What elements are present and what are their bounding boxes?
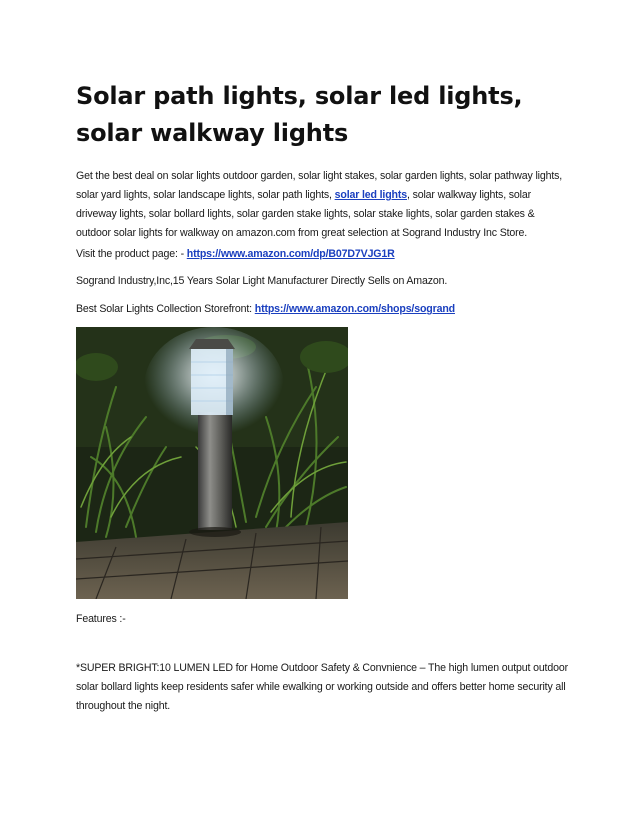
solar-led-lights-link[interactable]: solar led lights (334, 189, 407, 201)
visit-paragraph (76, 245, 568, 264)
feature-item-1: *SUPER BRIGHT:10 LUMEN LED for Home Outdoor Safety & Convnience – The high lumen output outdoor solar bollard lights keep residents safer while ewalking or working outside and offers better home security all throughout the night. (76, 662, 568, 712)
intro-paragraph (76, 167, 568, 243)
product-photo (76, 327, 348, 599)
page-title: Solar path lights, solar led lights, solar walkway lights (76, 82, 523, 147)
intro-text-before: Get the best deal on solar lights outdoor garden, solar light stakes, solar garden lights, solar pathway lights, solar yard lights, solar landscape lights, solar path lights, (76, 170, 563, 201)
product-page-link[interactable]: https://www.amazon.com/dp/B07D7VJG1R (186, 248, 395, 260)
storefront-label: Best Solar Lights Collection Storefront: (76, 303, 255, 315)
visit-label: Visit the product page: - (76, 248, 187, 260)
manufacturer-paragraph: Sogrand Industry,Inc,15 Years Solar Light Manufacturer Directly Sells on Amazon. (76, 275, 448, 287)
solar-bollard-light-image (76, 327, 348, 599)
storefront-link[interactable]: https://www.amazon.com/shops/sogrand (254, 303, 455, 315)
features-heading: Features :- (76, 613, 126, 625)
intro-text-after: , solar walkway lights, solar driveway lights, solar bollard lights, solar garden stake lights, solar stake lights, solar garden stakes & outdoor solar lights for walkway on amazon.com from great selection at Sogrand Industry Inc Store. (76, 189, 535, 239)
storefront-paragraph (76, 300, 568, 319)
